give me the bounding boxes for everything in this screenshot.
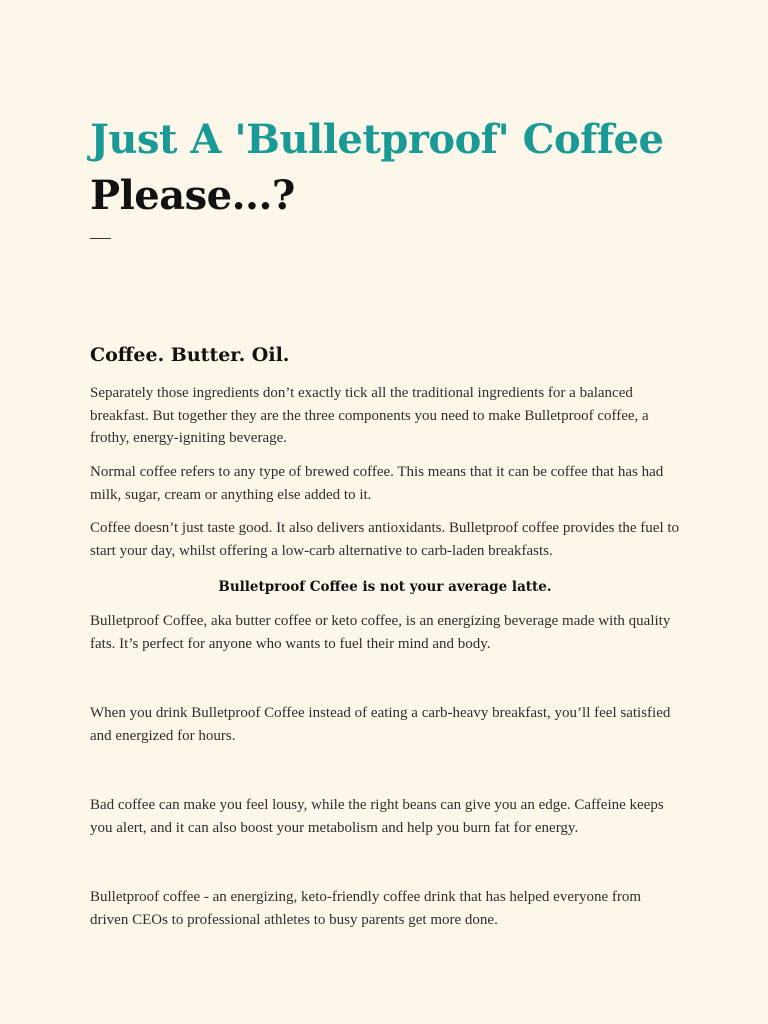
title-divider <box>90 238 111 239</box>
paragraph-ingredients: Separately those ingredients don’t exactly tick all the traditional ingredients for a balanced breakfast. But together they are the three components you need to make Bulletproof coffee, a frothy, energy-igniting beverage. <box>90 385 649 446</box>
page-title <box>90 112 690 224</box>
highlight-statement: Bulletproof Coffee is not your average latte. <box>218 579 552 595</box>
title-line-accent: Just A 'Bulletproof' Coffee <box>90 116 664 163</box>
paragraph-butter-coffee: Bulletproof Coffee, aka butter coffee or keto coffee, is an energizing beverage made with quality fats. It’s perfect for anyone who wants to fuel their mind and body. <box>90 613 671 652</box>
paragraph-satisfied: When you drink Bulletproof Coffee instead of eating a carb-heavy breakfast, you’ll feel satisfied and energized for hours. <box>90 705 671 744</box>
paragraph-antioxidants: Coffee doesn’t just taste good. It also delivers antioxidants. Bulletproof coffee provides the fuel to start your day, whilst offering a low-carb alternative to carb-laden breakfasts. <box>90 520 680 559</box>
title-line-dark: Please...? <box>90 172 295 219</box>
paragraph-normal-coffee: Normal coffee refers to any type of brewed coffee. This means that it can be coffee that has had milk, sugar, cream or anything else added to it. <box>90 464 664 503</box>
section-heading: Coffee. Butter. Oil. <box>90 344 290 366</box>
paragraph-keto-friendly: Bulletproof coffee - an energizing, keto-friendly coffee drink that has helped everyone from driven CEOs to professional athletes to busy parents get more done. <box>90 889 642 928</box>
paragraph-caffeine: Bad coffee can make you feel lousy, while the right beans can give you an edge. Caffeine keeps you alert, and it can also boost your metabolism and help you burn fat for energy. <box>90 797 664 836</box>
